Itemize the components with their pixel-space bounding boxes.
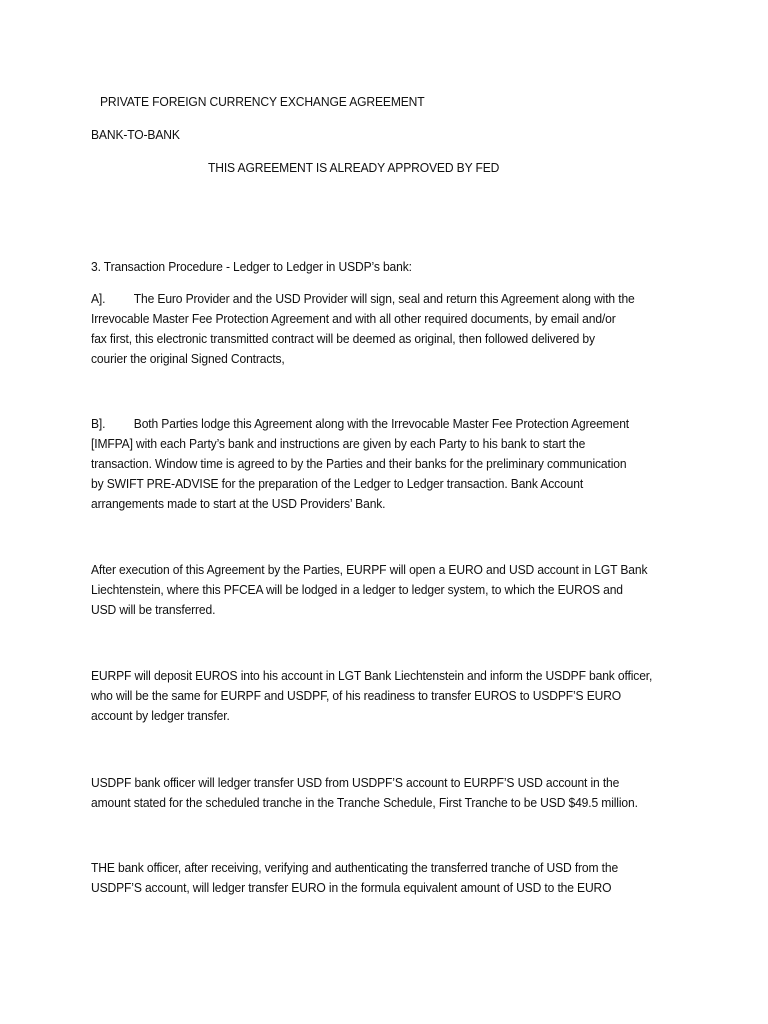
paragraph-line: Liechtenstein, where this PFCEA will be lodged in a ledger to ledger system, to which the EUROS and <box>91 582 623 597</box>
section-heading: 3. Transaction Procedure - Ledger to Ledger in USDP’s bank: <box>91 259 412 274</box>
clause-b-line: B]. Both Parties lodge this Agreement along with the Irrevocable Master Fee Protection Agreement <box>91 414 677 434</box>
clause-b-line: [IMFPA] with each Party’s bank and instructions are given by each Party to his bank to start the <box>91 436 586 451</box>
document-title: PRIVATE FOREIGN CURRENCY EXCHANGE AGREEMENT <box>100 94 425 109</box>
paragraph-line: USDPF’S account, will ledger transfer EURO in the formula equivalent amount of USD to the EURO <box>91 880 612 895</box>
clause-b-line: transaction. Window time is agreed to by the Parties and their banks for the preliminary communication <box>91 456 627 471</box>
paragraph-line: THE bank officer, after receiving, verifying and authenticating the transferred tranche of USD from the <box>91 860 619 875</box>
paragraph-usd-transfer <box>91 773 721 813</box>
paragraph-line: After execution of this Agreement by the Parties, EURPF will open a EURO and USD account in LGT Bank <box>91 562 648 577</box>
clause-a-line: Irrevocable Master Fee Protection Agreement and with all other required documents, by email and/or <box>91 311 616 326</box>
clause-a-line: A]. The Euro Provider and the USD Provider will sign, seal and return this Agreement along with the <box>91 289 677 309</box>
clause-b-marker: B]. <box>91 416 106 431</box>
clause-b-line: by SWIFT PRE-ADVISE for the preparation of the Ledger to Ledger transaction. Bank Account <box>91 476 584 491</box>
clause-a-marker: A]. <box>91 291 106 306</box>
paragraph-account-opening <box>91 560 721 620</box>
approval-note: THIS AGREEMENT IS ALREADY APPROVED BY FED <box>208 160 500 175</box>
paragraph-line: EURPF will deposit EUROS into his account in LGT Bank Liechtenstein and inform the USDPF bank officer, <box>91 668 653 683</box>
paragraph-euro-transfer <box>91 858 721 898</box>
clause-b <box>91 414 721 514</box>
clause-a-line: fax first, this electronic transmitted contract will be deemed as original, then followed delivered by <box>91 331 595 346</box>
paragraph-line: amount stated for the scheduled tranche in the Tranche Schedule, First Tranche to be USD $49.5 million. <box>91 795 638 810</box>
paragraph-line: USD will be transferred. <box>91 602 216 617</box>
paragraph-line: USDPF bank officer will ledger transfer USD from USDPF’S account to EURPF’S USD account in the <box>91 775 620 790</box>
clause-a-line: courier the original Signed Contracts, <box>91 351 285 366</box>
clause-b-line: arrangements made to start at the USD Providers’ Bank. <box>91 496 386 511</box>
clause-a <box>91 289 721 369</box>
paragraph-line: account by ledger transfer. <box>91 708 230 723</box>
paragraph-line: who will be the same for EURPF and USDPF, of his readiness to transfer EUROS to USDPF’S EURO <box>91 688 622 703</box>
paragraph-euro-deposit <box>91 666 721 726</box>
document-subtitle: BANK-TO-BANK <box>91 127 180 142</box>
